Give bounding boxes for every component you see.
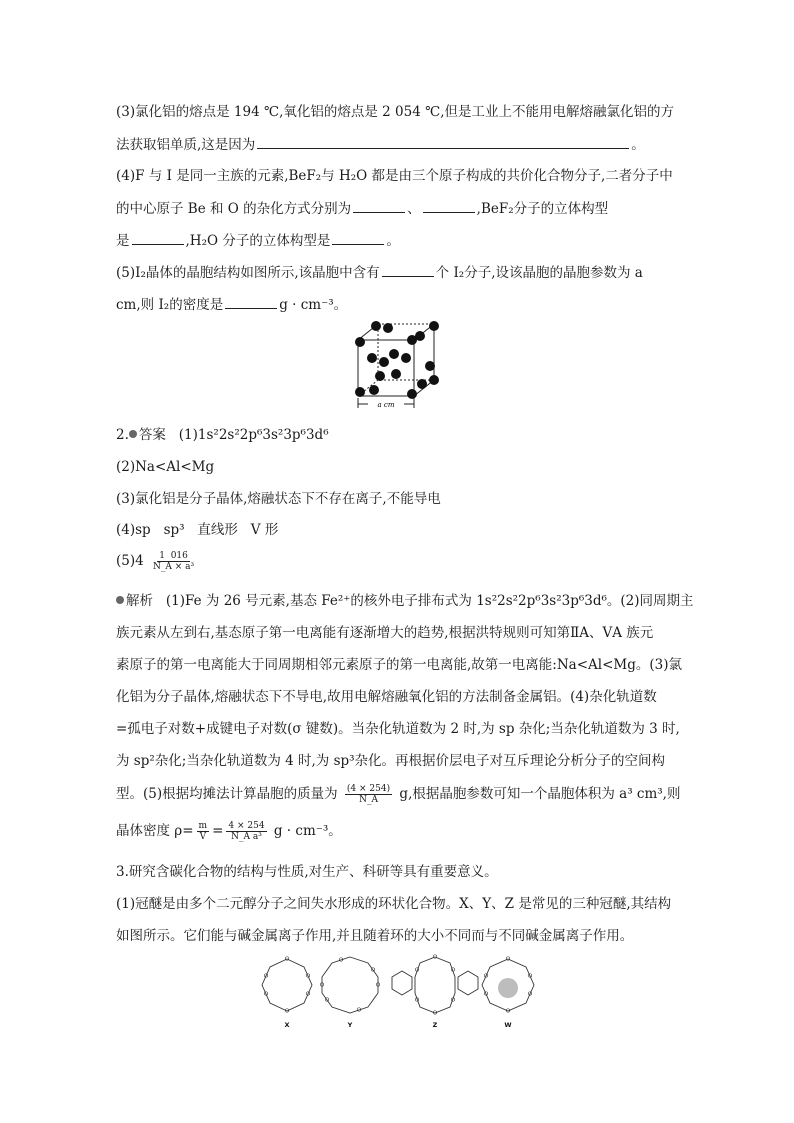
i2-unit-cell-figure	[348, 318, 444, 416]
svg-text:O: O	[263, 973, 269, 980]
q3-text-line2: 法获取铝单质,这是因为 。	[116, 137, 645, 153]
svg-text:O: O	[324, 997, 330, 1004]
svg-text:O: O	[356, 1007, 362, 1014]
svg-text:O: O	[450, 967, 456, 974]
density-fraction: $\frac{1 016}{\text{N\_A × a³}}$	[153, 551, 195, 572]
svg-text:O: O	[263, 991, 269, 998]
answer-blank[interactable]	[257, 135, 629, 149]
analysis-line5: =孤电子对数+成键电子对数(σ 键数)。当杂化轨道数为 2 时,为 sp 杂化;当杂化轨道数为 3 时,	[116, 721, 680, 737]
molecule-label-y: Y	[347, 1021, 353, 1029]
mass-fraction: $\frac{(4 \times 254)}{N\_A}$	[346, 784, 391, 805]
svg-text:O: O	[527, 991, 533, 998]
svg-text:O: O	[414, 997, 420, 1004]
analysis-line3: 素原子的第一电离能大于同周期相邻元素原子的第一电离能,故第一电离能:Na<Al<Mg。(3)氯	[116, 657, 682, 673]
answer-line5: (5)4 $\frac{1 016}{\text{N\_A × a³}}$	[116, 551, 195, 572]
molecule-label-x: X	[284, 1021, 290, 1029]
figure-dimension-label: a cm	[377, 401, 395, 409]
q4-text-line2: 的中心原子 Be 和 O 的杂化方式分别为 、 ,BeF₂分子的立体构型	[116, 201, 609, 217]
svg-text:O: O	[527, 973, 533, 980]
density-formula-fraction: $\frac{4 \times 254}{\text{N\_A a³}}$	[228, 821, 265, 842]
q5-text-line1: (5)I₂晶体的晶胞结构如图所示,该晶胞中含有 个 I₂分子,设该晶胞的晶胞参数为 a	[116, 265, 643, 281]
svg-text:O: O	[319, 982, 325, 989]
m-over-v-fraction: $\frac{m}{V}$	[198, 821, 208, 842]
q4-text-line1: (4)F 与 I 是同一主族的元素,BeF₂与 H₂O 都是由三个原子构成的共价化合物分子,二者分子中	[116, 168, 673, 184]
answer-label: 答案	[138, 427, 166, 443]
answer-line2: (2)Na<Al<Mg	[116, 459, 215, 475]
q3-p1-line1: (1)冠醚是由多个二元醇分子之间失水形成的环状化合物。X、Y、Z 是常见的三种冠醚,其结构	[116, 896, 672, 912]
analysis-line1: 解析 (1)Fe 为 26 号元素,基态 Fe²⁺的核外电子排布式为 1s²2s²2p⁶3s²3p⁶3d⁶。(2)同周期主	[116, 592, 694, 610]
answer-blank[interactable]	[332, 231, 384, 245]
q4-text-line3: 是 ,H₂O 分子的立体构型是 。	[116, 233, 400, 249]
analysis-line6: 为 sp²杂化;当杂化轨道数为 4 时,为 sp³杂化。再根据价层电子对互斥理论分析分子的空间构	[116, 753, 666, 769]
svg-text:O: O	[432, 954, 438, 961]
svg-text:O: O	[483, 973, 489, 980]
svg-text:O: O	[450, 997, 456, 1004]
answer-heading: 2. 答案 (1)1s²2s²2p⁶3s²3p⁶3d⁶	[116, 427, 329, 443]
analysis-label: 解析	[126, 593, 153, 609]
svg-text:O: O	[305, 991, 311, 998]
svg-text:O: O	[375, 982, 381, 989]
answer-blank[interactable]	[423, 199, 475, 213]
q3-text: 法获取铝单质,这是因为	[116, 137, 256, 153]
molecule-label-w: W	[504, 1021, 512, 1029]
svg-text:O: O	[338, 957, 344, 964]
molecule-label-z: Z	[432, 1021, 438, 1029]
svg-text:O: O	[284, 1008, 290, 1015]
analysis-line4: 化铝为分子晶体,熔融状态下不导电,故用电解熔融氧化铝的方法制备金属铝。(4)杂化轨道数	[116, 689, 657, 705]
q3-p1-line2: 如图所示。它们能与碱金属离子作用,并且随着环的大小不同而与不同碱金属离子作用。	[116, 928, 634, 944]
analysis-line8: 晶体密度 ρ= $\frac{m}{V}$ = $\frac{4 \times 254}{\text{N\_A a³}}$ g · cm⁻³。	[116, 821, 342, 842]
svg-text:O: O	[284, 956, 290, 963]
analysis-line2: 族元素从左到右,基态原子第一电离能有逐渐增大的趋势,根据洪特规则可知第ⅡA、ⅤA 族元	[116, 625, 654, 641]
q3-title: 3.研究含碳化合物的结构与性质,对生产、科研等具有重要意义。	[116, 864, 498, 880]
svg-text:O: O	[505, 956, 511, 963]
svg-text:O: O	[505, 1008, 511, 1015]
metal-ion-circle	[498, 978, 518, 998]
crown-ether-structures-figure	[250, 953, 550, 1031]
analysis-marker-icon	[116, 596, 124, 604]
svg-text:O: O	[483, 991, 489, 998]
answer-marker-icon	[129, 430, 137, 438]
answer-blank[interactable]	[353, 199, 405, 213]
q3-text-line1: (3)氯化铝的熔点是 194 ℃,氧化铝的熔点是 2 054 ℃,但是工业上不能用电解熔融氯化铝的方	[116, 104, 674, 120]
answer-line3: (3)氯化铝是分子晶体,熔融状态下不存在离子,不能导电	[116, 491, 441, 507]
svg-text:O: O	[370, 967, 376, 974]
answer-blank[interactable]	[132, 231, 184, 245]
svg-text:O: O	[414, 967, 420, 974]
q5-text-line2: cm,则 I₂的密度是 g · cm⁻³。	[116, 297, 348, 313]
svg-text:O: O	[305, 973, 311, 980]
answer-line4: (4)sp sp³ 直线形 V 形	[116, 522, 279, 538]
answer-blank[interactable]	[225, 295, 277, 309]
svg-text:O: O	[432, 1010, 438, 1017]
answer-blank[interactable]	[382, 263, 434, 277]
analysis-line7: 型。(5)根据均摊法计算晶胞的质量为 $\frac{(4 \times 254)}{N\_A}$ g,根据晶胞参数可知一个晶胞体积为 a³ cm³,则	[116, 784, 681, 805]
